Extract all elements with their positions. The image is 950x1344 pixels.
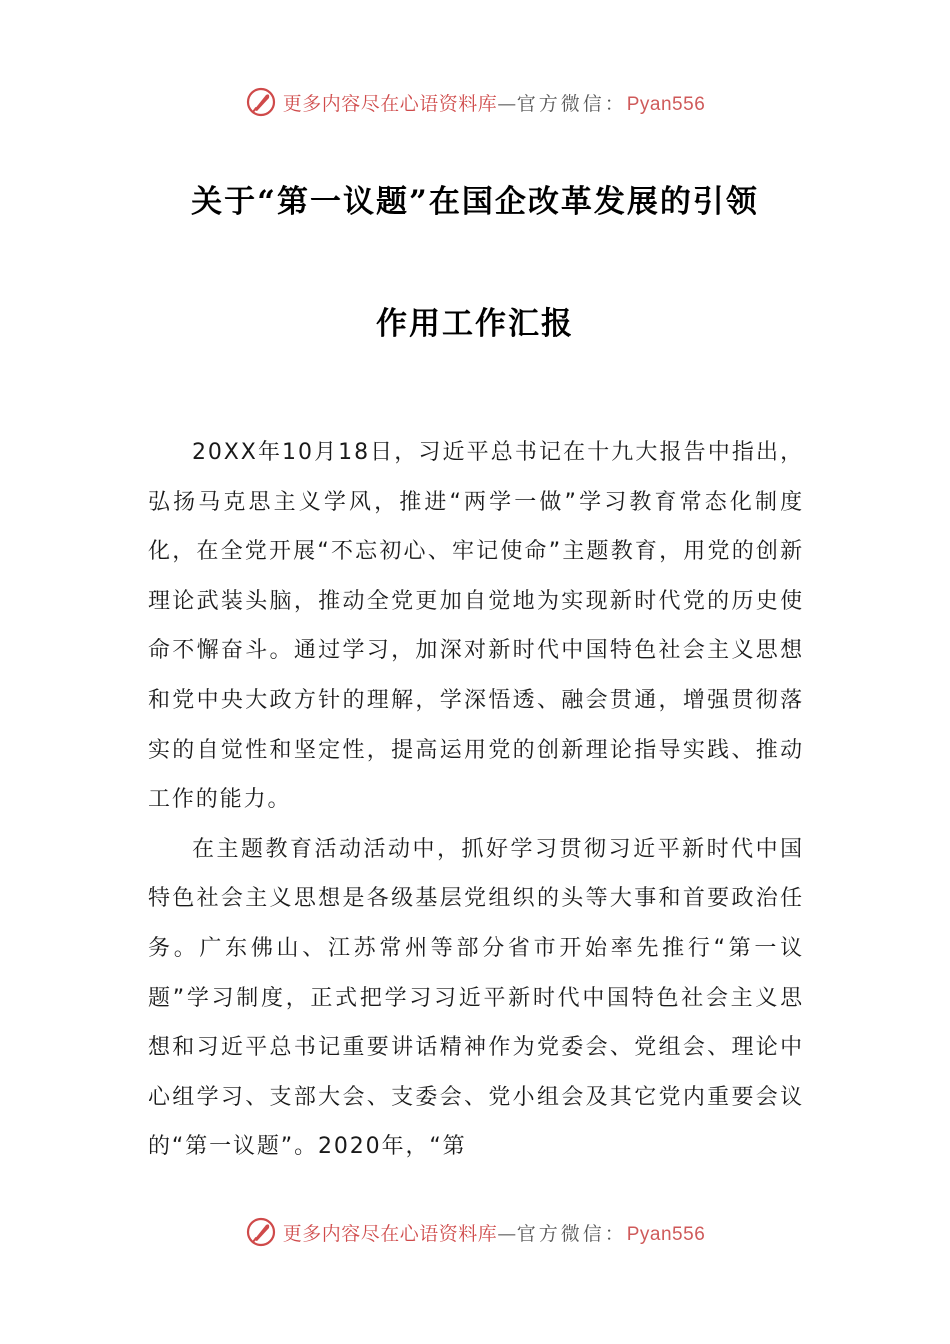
- watermark-wechat-id: Pyan556: [626, 1223, 706, 1245]
- watermark-text: [283, 89, 706, 116]
- watermark-header: [0, 82, 950, 122]
- watermark-site: 更多内容尽在心语资料库: [282, 1222, 498, 1245]
- quill-pen-icon: [245, 1216, 277, 1248]
- paragraph-1: 20XX年10月18日，习近平总书记在十九大报告中指出，弘扬马克思主义学风，推进“两学一做”学习教育常态化制度化，在全党开展“不忘初心、牢记使命”主题教育，用党的创新理论武装头脑，推动全党更加自觉地为实现新时代党的历史使命不懈奋斗。通过学习，加深对新时代中国特色社会主义思想和党中央大政方针的理解，学深悟透、融会贯通，增强贯彻落实的自觉性和坚定性，提高运用党的创新理论指导实践、推动工作的能力。: [148, 440, 804, 813]
- watermark-footer: [0, 1212, 950, 1252]
- watermark-text: [283, 1219, 706, 1246]
- document-title-line-1: 关于“第一议题”在国企改革发展的引领: [191, 184, 759, 220]
- watermark-label: 官方微信：: [516, 1222, 627, 1245]
- document-body: [148, 428, 804, 1172]
- watermark-wechat-id: Pyan556: [626, 93, 706, 115]
- quill-pen-icon: [245, 86, 277, 118]
- watermark-dash: —: [497, 1222, 517, 1245]
- watermark-site: 更多内容尽在心语资料库: [282, 92, 498, 115]
- watermark-dash: —: [497, 92, 517, 115]
- watermark-label: 官方微信：: [516, 92, 627, 115]
- paragraph-2: 在主题教育活动活动中，抓好学习贯彻习近平新时代中国特色社会主义思想是各级基层党组织的头等大事和首要政治任务。广东佛山、江苏常州等部分省市开始率先推行“第一议题”学习制度，正式把学习习近平新时代中国特色社会主义思想和习近平总书记重要讲话精神作为党委会、党组会、理论中心组学习、支部大会、支委会、党小组会及其它党内重要会议的“第一议题”。2020年，“第: [148, 836, 804, 1160]
- document-title-line-2: 作用工作汇报: [376, 306, 574, 342]
